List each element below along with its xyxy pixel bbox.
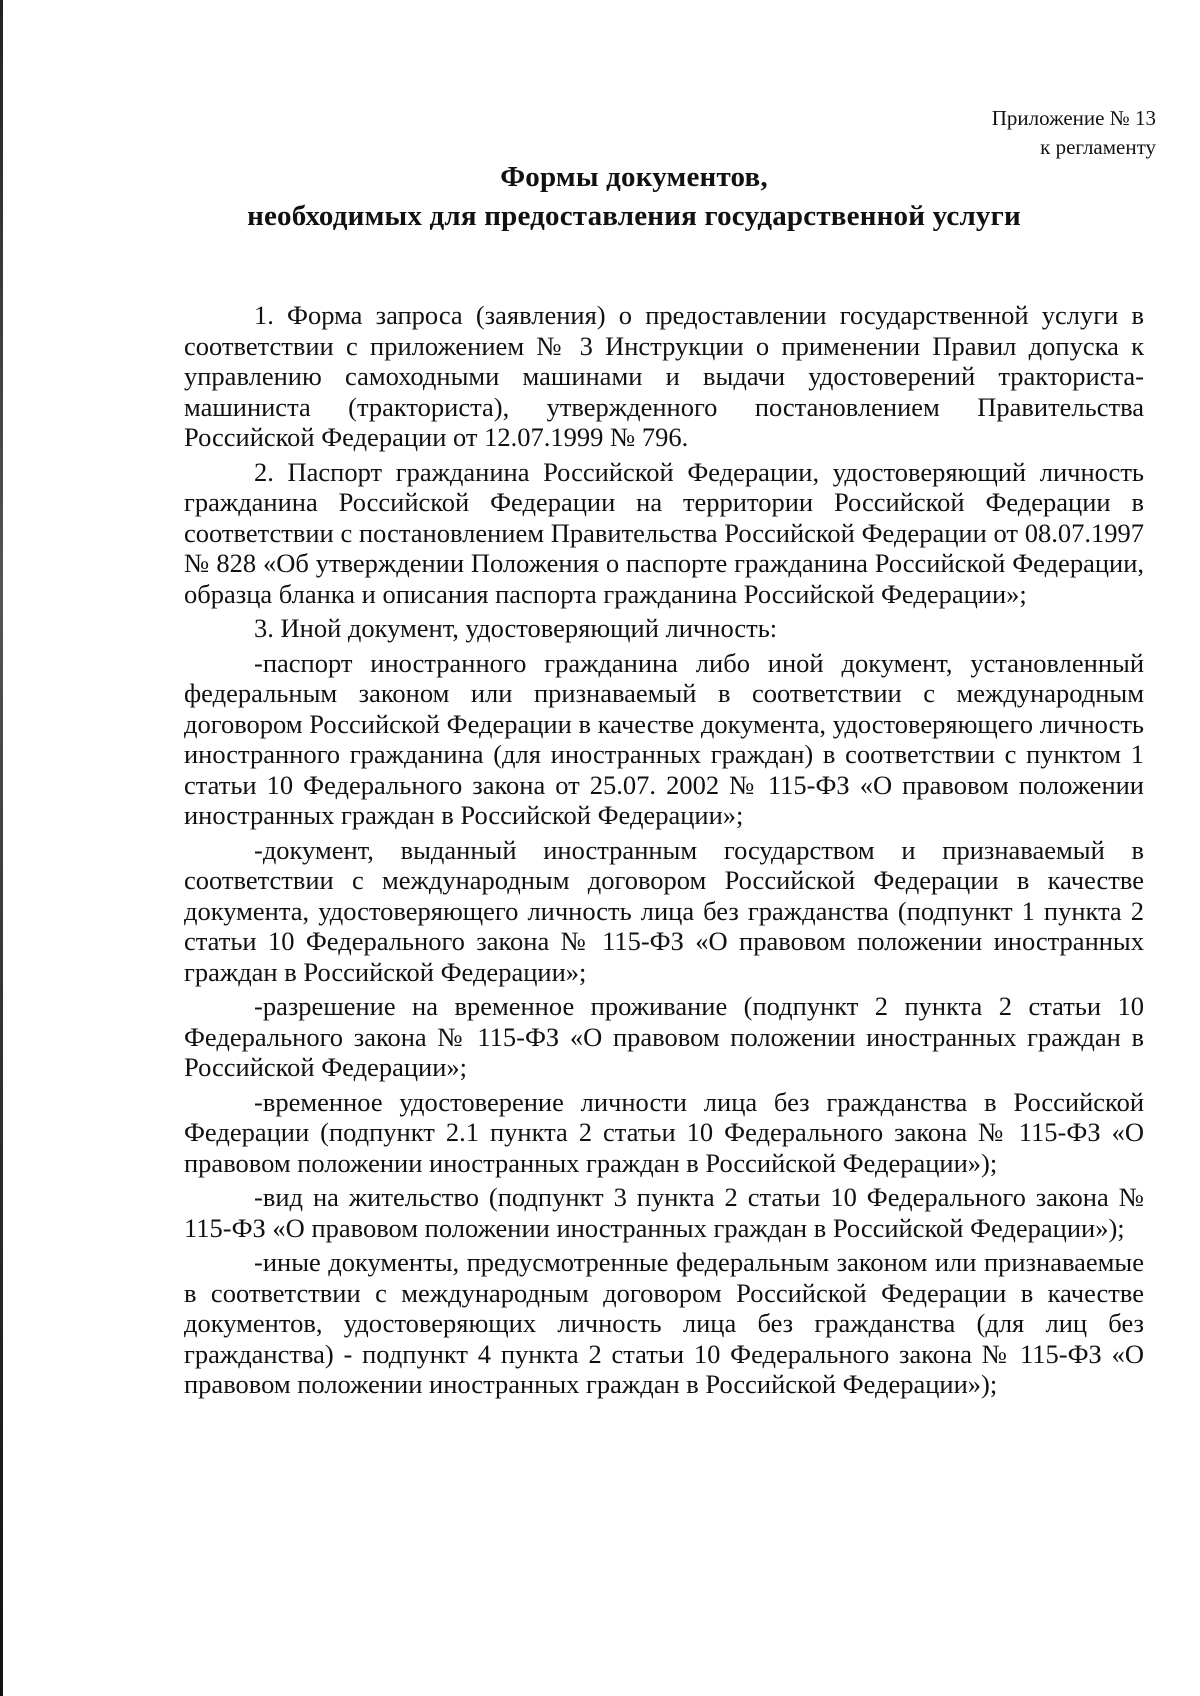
list-item-temporary-identity-certificate: -временное удостоверение личности лица без гражданства в Российской Федерации (подпункт 2.1 пункта 2 статьи 10 Федерального закона № 115-ФЗ «О правовом положении иностранных граждан в Российской Федерации»); xyxy=(184,1086,1144,1178)
list-item-residence-permit: -вид на жительство (подпункт 3 пункта 2 статьи 10 Федерального закона № 115-ФЗ «О правовом положении иностранных граждан в Российской Федерации»); xyxy=(184,1182,1144,1243)
appendix-number: Приложение № 13 xyxy=(991,106,1156,130)
paragraph-passport: 2. Паспорт гражданина Российской Федерации, удостоверяющий личность гражданина Российской Федерации на территории Российской Федерации в соответствии с постановлением Правительства Российской Федерации от 08.07.1997 № 828 «Об утверждении Положения о паспорте гражданина Российской Федерации, образца бланка и описания паспорта гражданина Российской Федерации»; xyxy=(184,456,1144,609)
list-item-temporary-residence-permit: -разрешение на временное проживание (подпункт 2 пункта 2 статьи 10 Федерального закона № 115-ФЗ «О правовом положении иностранных граждан в Российской Федерации»; xyxy=(184,991,1144,1082)
list-item-foreign-state-document: -документ, выданный иностранным государством и признаваемый в соответствии с международным договором Российской Федерации в качестве документа, удостоверяющего личность лица без гражданства (подпункт 1 пункта 2 статьи 10 Федерального закона № 115-ФЗ «О правовом положении иностранных граждан в Российской Федерации»; xyxy=(184,834,1144,987)
title-line-1: Формы документов, xyxy=(500,161,768,193)
appendix-reference xyxy=(992,104,1156,162)
paragraph-other-identity-document: 3. Иной документ, удостоверяющий личность: xyxy=(254,613,778,643)
paragraph-request-form: 1. Форма запроса (заявления) о предоставлении государственной услуги в соответствии с приложением № 3 Инструкции о применении Правил допуска к управлению самоходными машинами и выдачи удостоверений тракториста-машиниста (тракториста), утвержденного постановлением Правительства Российской Федерации от 12.07.1999 № 796. xyxy=(184,300,1144,452)
list-item-foreign-passport: -паспорт иностранного гражданина либо иной документ, установленный федеральным законом или признаваемый в соответствии с международным договором Российской Федерации в качестве документа, удостоверяющего личность иностранного гражданина (для иностранных граждан) в соответствии с пунктом 1 статьи 10 Федерального закона от 25.07. 2002 № 115-ФЗ «О правовом положении иностранных граждан в Российской Федерации»; xyxy=(184,647,1144,830)
document-body xyxy=(184,300,1144,1404)
list-item-other-documents: -иные документы, предусмотренные федеральным законом или признаваемые в соответствии с международным договором Российской Федерации в качестве документов, удостоверяющих личность лица без гражданства (для лиц без гражданства) - подпункт 4 пункта 2 статьи 10 Федерального закона № 115-ФЗ «О правовом положении иностранных граждан в Российской Федерации»); xyxy=(184,1247,1144,1399)
title-line-2: необходимых для предоставления государственной услуги xyxy=(247,200,1021,232)
appendix-regulation: к регламенту xyxy=(1040,135,1156,159)
document-title xyxy=(160,158,1108,236)
